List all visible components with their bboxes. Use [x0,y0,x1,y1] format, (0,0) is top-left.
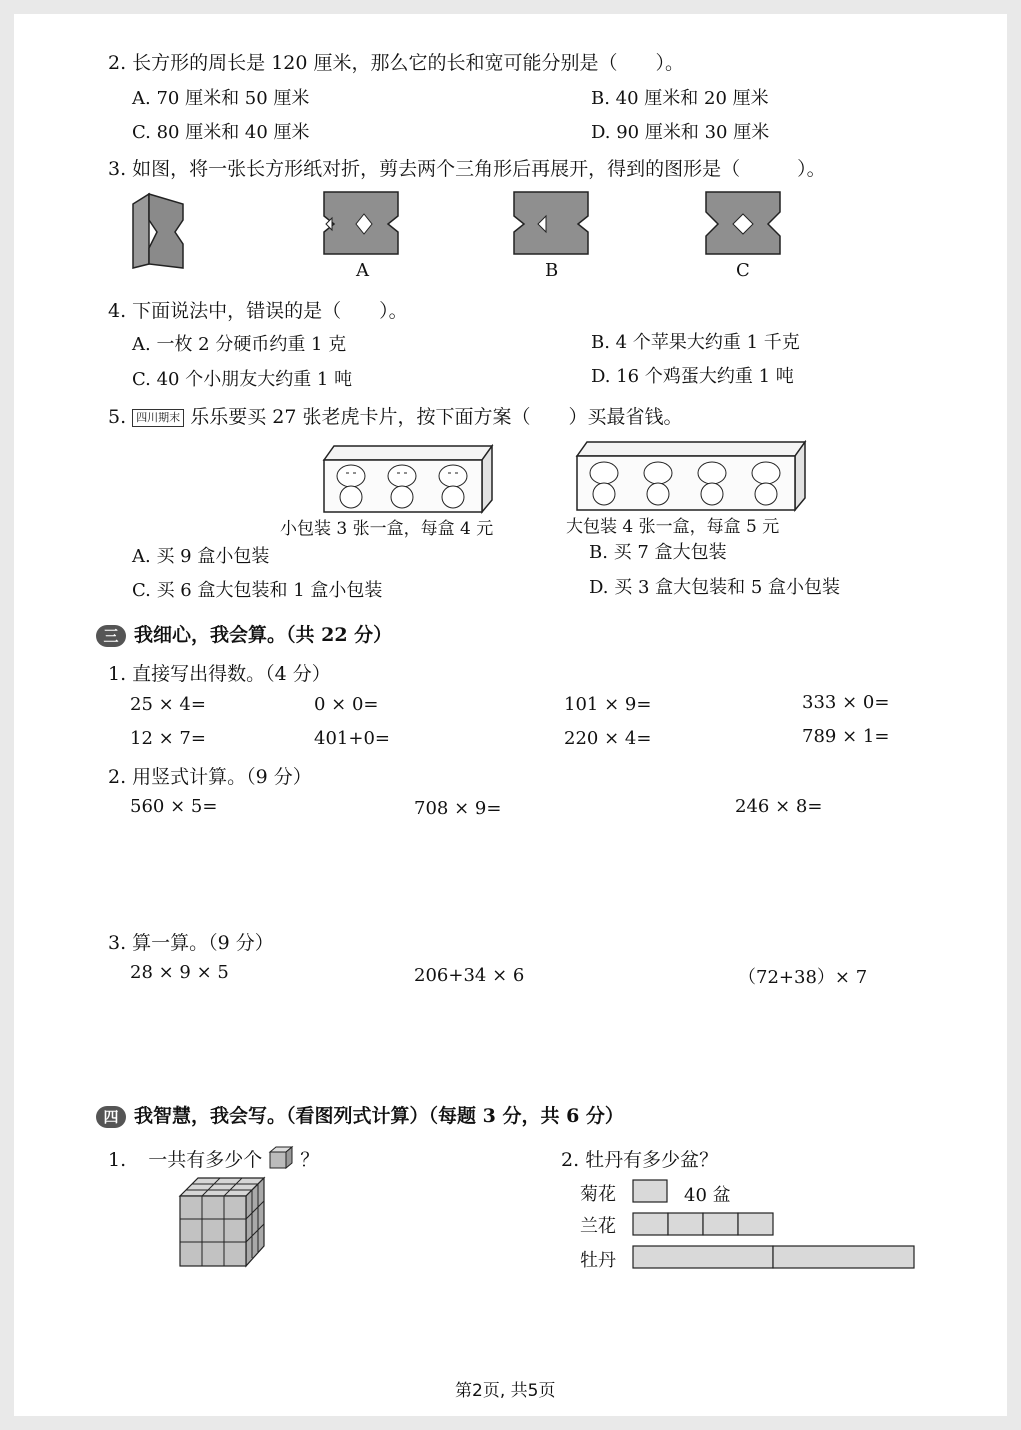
sec3-part3-title: 3. 算一算。（9 分） [108,932,274,954]
q3-label-a: A [356,260,369,281]
bar-row-label-chrysanthemum: 菊花 [580,1184,616,1205]
cube-stack-figure [178,1176,266,1268]
q5-stem-line [108,402,682,429]
sec4-q1-number: 1. [108,1149,127,1171]
q4-option-c: C. 40 个小朋友大约重 1 吨 [132,369,353,390]
option-a-figure [322,190,402,256]
section-3-header [96,620,392,647]
bar-chrysanthemum [633,1180,667,1202]
option-c-figure [704,190,784,256]
sec4-q2-title: 2. 牡丹有多少盆？ [561,1149,719,1171]
bar-row-label-orchid: 兰花 [580,1216,616,1237]
section-3-title: 我细心，我会算。（共 22 分） [134,624,393,646]
q2-option-a: A. 70 厘米和 50 厘米 [132,88,310,109]
sec4-q1 [108,1145,319,1172]
mixed-calc-item: 28 × 9 × 5 [130,962,229,983]
chrysanthemum-value-label: 40 盆 [684,1185,731,1206]
q3-label-b: B [545,260,559,281]
large-pack-caption: 大包装 4 张一盒，每盒 5 元 [566,517,780,537]
segment-bar-diagram [632,1178,918,1272]
q2-stem: 2. 长方形的周长是 120 厘米，那么它的长和宽可能分别是（ ）。 [108,52,685,74]
oral-calc-item: 25 × 4= [130,694,206,715]
oral-calc-item: 333 × 0= [802,692,890,713]
oral-calc-item: 220 × 4= [564,728,652,749]
q5-option-a: A. 买 9 盒小包装 [132,546,270,567]
q5-source-tag: 四川期末 [132,409,184,427]
q2-option-d: D. 90 厘米和 30 厘米 [591,122,770,143]
q5-stem: 乐乐要买 27 张老虎卡片，按下面方案（ ）买最省钱。 [190,406,683,428]
q5-option-b: B. 买 7 盒大包装 [589,542,727,563]
bar-row-label-peony: 牡丹 [580,1250,616,1271]
vertical-calc-item: 560 × 5= [130,796,218,817]
mixed-calc-item: （72+38）× 7 [738,967,868,988]
sec4-q1-end: ？ [300,1149,320,1171]
oral-calc-item: 789 × 1= [802,726,890,747]
section-3-badge: 三 [96,625,126,647]
worksheet-page [14,14,1007,1416]
sec4-q1-text: 一共有多少个 [148,1149,263,1171]
oral-calc-item: 401+0= [314,728,390,749]
oral-calc-item: 12 × 7= [130,728,206,749]
folded-paper-figure [129,190,189,270]
q4-option-b: B. 4 个苹果大约重 1 千克 [591,332,800,353]
q4-option-d: D. 16 个鸡蛋大约重 1 吨 [591,366,794,387]
mixed-calc-item: 206+34 × 6 [414,965,525,986]
q5-number: 5. [108,406,127,428]
small-cube-icon [268,1145,294,1169]
q4-option-a: A. 一枚 2 分硬币约重 1 克 [132,334,347,355]
bar-orchid [633,1213,773,1235]
q4-stem: 4. 下面说法中，错误的是（ ）。 [108,300,408,322]
sec3-part2-title: 2. 用竖式计算。（9 分） [108,766,312,788]
section-4-badge: 四 [96,1106,126,1128]
q2-option-c: C. 80 厘米和 40 厘米 [132,122,310,143]
section-4-title: 我智慧，我会写。（看图列式计算）（每题 3 分，共 6 分） [134,1105,624,1127]
section-4-header [96,1101,624,1128]
q5-option-c: C. 买 6 盒大包装和 1 盒小包装 [132,580,383,601]
small-pack-box [322,444,494,514]
vertical-calc-item: 708 × 9= [414,798,502,819]
bar-peony [633,1246,914,1268]
option-b-figure [512,190,592,256]
sec3-part1-title: 1. 直接写出得数。（4 分） [108,663,331,685]
page-number: 第2页, 共5页 [455,1381,556,1401]
large-pack-box [575,440,807,512]
q2-option-b: B. 40 厘米和 20 厘米 [591,88,769,109]
vertical-calc-item: 246 × 8= [735,796,823,817]
oral-calc-item: 0 × 0= [314,694,379,715]
q3-stem: 3. 如图，将一张长方形纸对折，剪去两个三角形后再展开，得到的图形是（ ）。 [108,158,826,180]
q5-option-d: D. 买 3 盒大包装和 5 盒小包装 [589,577,841,598]
q3-label-c: C [736,260,750,281]
small-pack-caption: 小包装 3 张一盒，每盒 4 元 [280,519,494,539]
oral-calc-item: 101 × 9= [564,694,652,715]
